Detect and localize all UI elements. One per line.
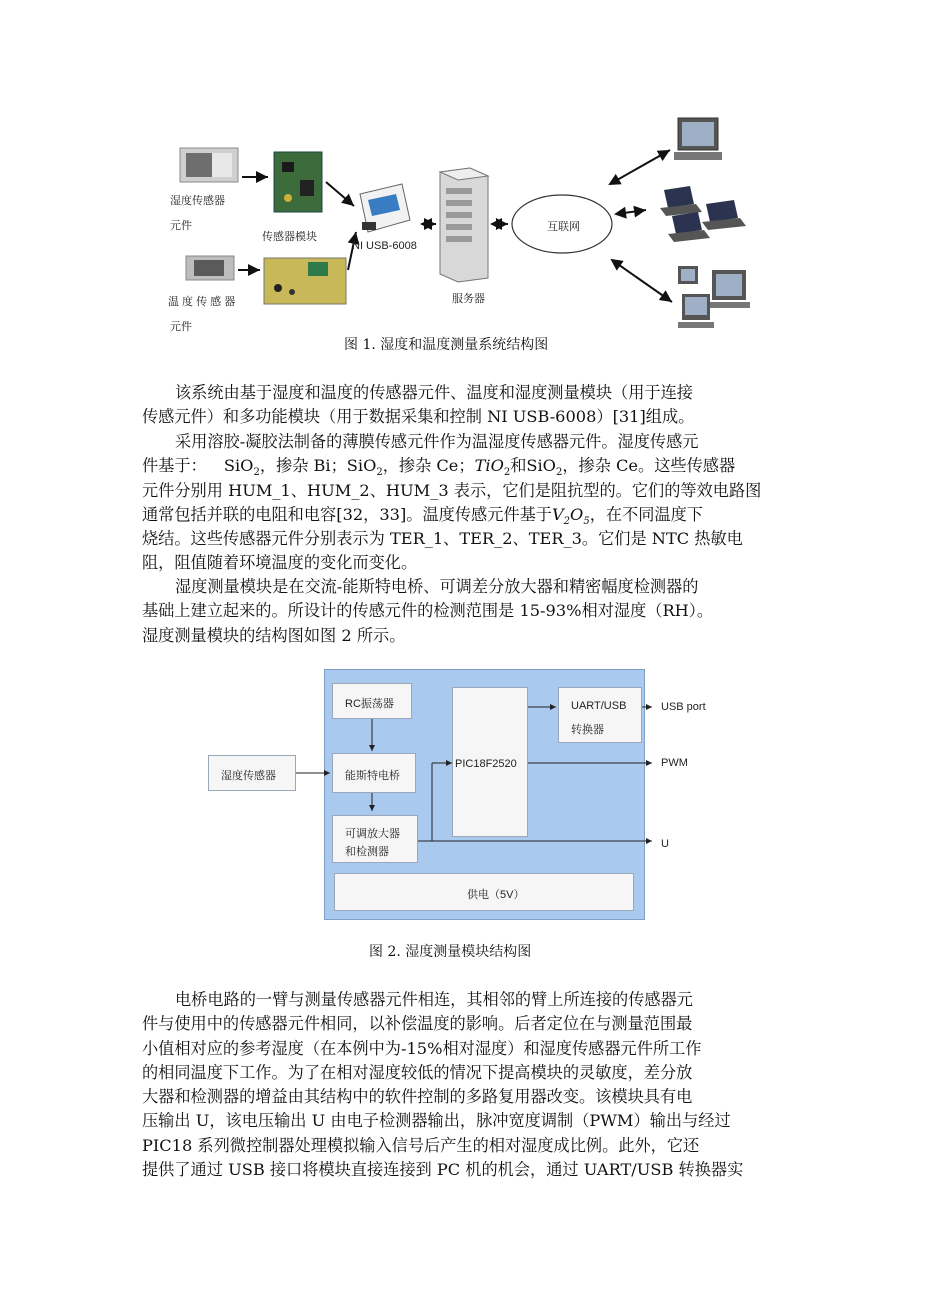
figure-2 bbox=[200, 665, 720, 925]
text-run: ，在不同温度下 bbox=[589, 504, 703, 524]
formula-text: O bbox=[570, 504, 584, 524]
formula-text: SiO bbox=[346, 456, 377, 476]
text-run: 和 bbox=[510, 456, 527, 476]
output-usb-port: USB port bbox=[661, 701, 706, 713]
block-label: RC振荡器 bbox=[345, 698, 394, 710]
paragraph-4-line: 大器和检测器的增益由其结构中的软件控制的多路复用器改变。该模块具有电 bbox=[142, 1087, 693, 1107]
text-run: 通常包括并联的电阻和电容[32，33]。温度传感元件基于 bbox=[142, 504, 552, 524]
block-power-supply bbox=[334, 873, 634, 911]
paragraph-2 bbox=[142, 430, 792, 576]
block-mcu bbox=[452, 687, 528, 837]
paragraph-1 bbox=[142, 381, 792, 430]
paragraph-3-line: 湿度测量模块的结构图如图 2 所示。 bbox=[142, 625, 406, 645]
formula-v2o5 bbox=[551, 504, 590, 528]
label-humidity-element-2: 元件 bbox=[170, 220, 192, 232]
block-humidity-sensor bbox=[208, 755, 296, 791]
paragraph-1-line: 该系统由基于湿度和温度的传感器元件、温度和湿度测量模块（用于连接 bbox=[175, 383, 693, 402]
temperature-sensor-image bbox=[186, 256, 234, 280]
laptop-3 bbox=[668, 212, 710, 242]
block-amp-detector bbox=[332, 815, 418, 863]
paragraph-4-line: 件与使用中的传感器元件相同，以补偿温度的影响。后者定位在与测量范围最 bbox=[142, 1014, 693, 1034]
block-rc-oscillator bbox=[332, 683, 412, 719]
desktop-pc-bottom-3 bbox=[678, 294, 714, 328]
desktop-pc-bottom-2 bbox=[708, 270, 750, 308]
paragraph-1-line: 传感元件）和多功能模块（用于数据采集和控制 NI USB-6008）[31]组成。 bbox=[142, 407, 695, 427]
paragraph-3-line: 基础上建立起来的。所设计的传感元件的检测范围是 15-93%相对湿度（RH）。 bbox=[142, 601, 714, 621]
paragraph-4-line: 电桥电路的一臂与测量传感器元件相连，其相邻的臂上所连接的传感器元 bbox=[175, 990, 693, 1009]
label-internet: 互联网 bbox=[547, 221, 580, 233]
laptop-2 bbox=[702, 200, 746, 230]
block-label: 湿度传感器 bbox=[221, 770, 276, 782]
formula-sio2 bbox=[223, 456, 260, 479]
block-label: 和检测器 bbox=[345, 846, 389, 858]
formula-sub: 2 bbox=[253, 467, 260, 479]
output-pwm: PWM bbox=[661, 757, 688, 769]
paragraph-4-line: 小值相对应的参考湿度（在本例中为-15%相对湿度）和湿度传感器元件所工作 bbox=[142, 1038, 702, 1058]
text-run: ，掺杂 Bi； bbox=[259, 456, 347, 476]
block-label: 能斯特电桥 bbox=[345, 770, 400, 782]
label-humidity-element: 湿度传感器 bbox=[170, 195, 225, 207]
formula-sub: 5 bbox=[583, 516, 590, 528]
block-uart-usb bbox=[558, 687, 642, 743]
formula-text: V bbox=[551, 504, 564, 524]
figure-1-caption: 图 1. 湿度和温度测量系统结构图 bbox=[344, 337, 549, 353]
block-label: UART/USB bbox=[571, 700, 627, 712]
formula-sio2 bbox=[346, 456, 383, 479]
paragraph-2-line bbox=[142, 503, 792, 527]
paragraph-4-line: 压输出 U，该电压输出 U 由电子检测器输出，脉冲宽度调制（PWM）输出与经过 bbox=[142, 1111, 731, 1131]
paragraph-4-line: 的相同温度下工作。为了在相对湿度较低的情况下提高模块的灵敏度，差分放 bbox=[142, 1062, 693, 1082]
label-ni-usb: NI USB-6008 bbox=[352, 240, 417, 252]
text-run: 件基于： bbox=[142, 456, 207, 476]
sensor-module-board-2 bbox=[264, 258, 346, 304]
paragraph-2-line bbox=[142, 454, 792, 478]
formula-text: SiO bbox=[223, 456, 254, 476]
ni-usb-device bbox=[360, 184, 410, 232]
formula-sub: 2 bbox=[503, 467, 511, 479]
block-label: 供电（5V） bbox=[467, 889, 525, 901]
sensor-module-board-1 bbox=[274, 152, 322, 212]
label-temp-element: 温 度 传 感 器 bbox=[168, 296, 236, 308]
output-u: U bbox=[661, 838, 669, 850]
paragraph-4-line: PIC18 系列微控制器处理模拟输入信号后产生的相对湿度成比例。此外，它还 bbox=[142, 1135, 700, 1155]
desktop-pc-bottom-1 bbox=[678, 266, 698, 284]
humidity-sensor-image bbox=[180, 148, 238, 182]
block-label: 转换器 bbox=[571, 724, 604, 736]
text-run: ，掺杂 Ce； bbox=[382, 456, 475, 476]
paragraph-3-line: 湿度测量模块是在交流-能斯特电桥、可调差分放大器和精密幅度检测器的 bbox=[175, 577, 699, 596]
figure-2-caption: 图 2. 湿度测量模块结构图 bbox=[369, 944, 532, 960]
paragraph-2-line: 烧结。这些传感器元件分别表示为 TER_1、TER_2、TER_3。它们是 NTC 热敏电 bbox=[142, 529, 743, 549]
label-server: 服务器 bbox=[452, 293, 485, 305]
server-tower bbox=[440, 168, 488, 282]
block-label: 可调放大器 bbox=[345, 828, 400, 840]
text-run: ，掺杂 Ce。这些传感器 bbox=[562, 456, 736, 476]
label-sensor-module: 传感器模块 bbox=[262, 231, 317, 243]
laptop-1 bbox=[660, 186, 702, 216]
block-nernst-bridge bbox=[332, 753, 416, 793]
formula-tio2 bbox=[474, 456, 511, 479]
formula-text: TiO bbox=[474, 456, 504, 476]
paragraph-4 bbox=[142, 988, 792, 1182]
formula-sub: 2 bbox=[555, 467, 563, 479]
formula-text: SiO bbox=[526, 456, 556, 476]
formula-sub: 2 bbox=[376, 467, 383, 479]
formula-sub: 2 bbox=[563, 516, 571, 528]
formula-sio2 bbox=[526, 456, 563, 479]
paragraph-2-line: 采用溶胶-凝胶法制备的薄膜传感元件作为温湿度传感器元件。湿度传感元 bbox=[175, 432, 699, 451]
desktop-pc-top bbox=[674, 118, 722, 160]
block-label: PIC18F2520 bbox=[455, 758, 517, 770]
paragraph-2-line: 元件分别用 HUM_1、HUM_2、HUM_3 表示，它们是阻抗型的。它们的等效电路图 bbox=[142, 480, 762, 500]
paragraph-2-line: 阻，阻值随着环境温度的变化而变化。 bbox=[142, 553, 418, 573]
label-temp-element-2: 元件 bbox=[170, 321, 192, 333]
paragraph-3 bbox=[142, 575, 792, 648]
paragraph-4-line: 提供了通过 USB 接口将模块直接连接到 PC 机的机会，通过 UART/USB 转换器实 bbox=[142, 1160, 744, 1180]
